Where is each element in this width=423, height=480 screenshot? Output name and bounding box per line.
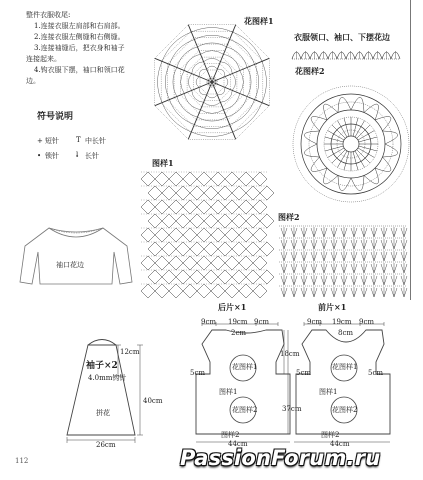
- legend-label: 锁针: [45, 152, 59, 160]
- front-neck-dim-c: 9cm: [359, 318, 375, 326]
- sleeve-outline: [55, 340, 195, 450]
- instruction-step: 边。: [26, 77, 40, 85]
- edging-chart: [292, 47, 404, 61]
- instruction-step: 4.钩衣服下摆，袖口和领口花: [34, 66, 125, 74]
- front-flower-1: 花图样1: [332, 363, 358, 371]
- front-pattern-2: 图样2: [321, 431, 340, 439]
- legend-label: 长针: [85, 152, 99, 160]
- instructions-title: 整件衣服收尾:: [26, 11, 71, 19]
- front-neck-depth: 8cm: [338, 329, 354, 337]
- instruction-step: 3.连接袖缝后，把衣身和袖子: [34, 44, 125, 52]
- back-side-dim: 5cm: [190, 369, 206, 377]
- back-title: 后片×1: [218, 302, 247, 312]
- flower-motif-1-label: 花图样1: [244, 16, 274, 26]
- back-neck-dim-a: 9cm: [201, 318, 217, 326]
- instruction-step: 1.连接衣服左肩部和右肩部。: [34, 22, 125, 30]
- back-flower-1: 花图样1: [232, 363, 258, 371]
- pattern-1-label: 图样1: [152, 158, 174, 168]
- front-title: 前片×1: [318, 302, 347, 312]
- front-side-dim-right: 5cm: [368, 369, 384, 377]
- legend-symbol: +: [37, 137, 43, 145]
- flower-motif-2-label: 花图样2: [295, 66, 325, 76]
- legend-symbol: •: [37, 152, 42, 160]
- instruction-step: 连接起来。: [26, 55, 61, 63]
- front-neck-dim-b: 19cm: [332, 318, 352, 326]
- flower-motif-1-chart: [147, 17, 277, 147]
- page-number: 112: [15, 457, 29, 465]
- pattern-2-chart: [279, 226, 407, 298]
- legend-title: 符号说明: [37, 112, 74, 122]
- cuff-edge-label: 袖口花边: [56, 261, 84, 269]
- back-neck-dim-c: 9cm: [254, 318, 270, 326]
- hook-size: 4.0mm钩针: [88, 374, 127, 382]
- pattern-2-label: 图样2: [278, 212, 300, 222]
- edging-title: 衣服领口、袖口、下摆花边: [294, 32, 390, 42]
- back-neck-depth: 2cm: [231, 329, 247, 337]
- back-neck-dim-b: 19cm: [228, 318, 248, 326]
- flower-motif-2-chart: [288, 81, 414, 207]
- legend-symbol: ƚ: [76, 151, 79, 159]
- back-armhole-dim: 18cm: [280, 350, 300, 358]
- front-flower-2: 花图样2: [332, 406, 358, 414]
- legend-symbol: T: [76, 136, 81, 144]
- back-flower-2: 花图样2: [232, 406, 258, 414]
- back-width-dim: 44cm: [228, 440, 248, 448]
- legend-label: 短针: [45, 137, 59, 145]
- sweater-sketch: [16, 224, 136, 290]
- sleeve-height-dim: 40cm: [143, 397, 163, 405]
- back-total-dim: 37cm: [282, 405, 302, 413]
- instruction-step: 2.连接衣服左侧缝和右侧缝。: [34, 33, 125, 41]
- front-neck-dim-a: 9cm: [307, 318, 323, 326]
- sleeve-pattern-label: 拼花: [96, 409, 110, 417]
- sleeve-title: 袖子×2: [86, 361, 118, 371]
- sleeve-bottom-dim: 26cm: [96, 441, 116, 449]
- pattern-1-chart: [141, 172, 267, 298]
- sleeve-top-dim: 12cm: [120, 348, 140, 356]
- watermark-text: PassionForum.ru: [180, 446, 381, 470]
- front-pattern-1: 图样1: [319, 388, 338, 396]
- legend-label: 中长针: [85, 137, 106, 145]
- back-pattern-1: 图样1: [219, 388, 238, 396]
- front-side-dim-left: 5cm: [296, 369, 312, 377]
- front-width-dim: 44cm: [330, 440, 350, 448]
- back-pattern-2: 图样2: [221, 431, 240, 439]
